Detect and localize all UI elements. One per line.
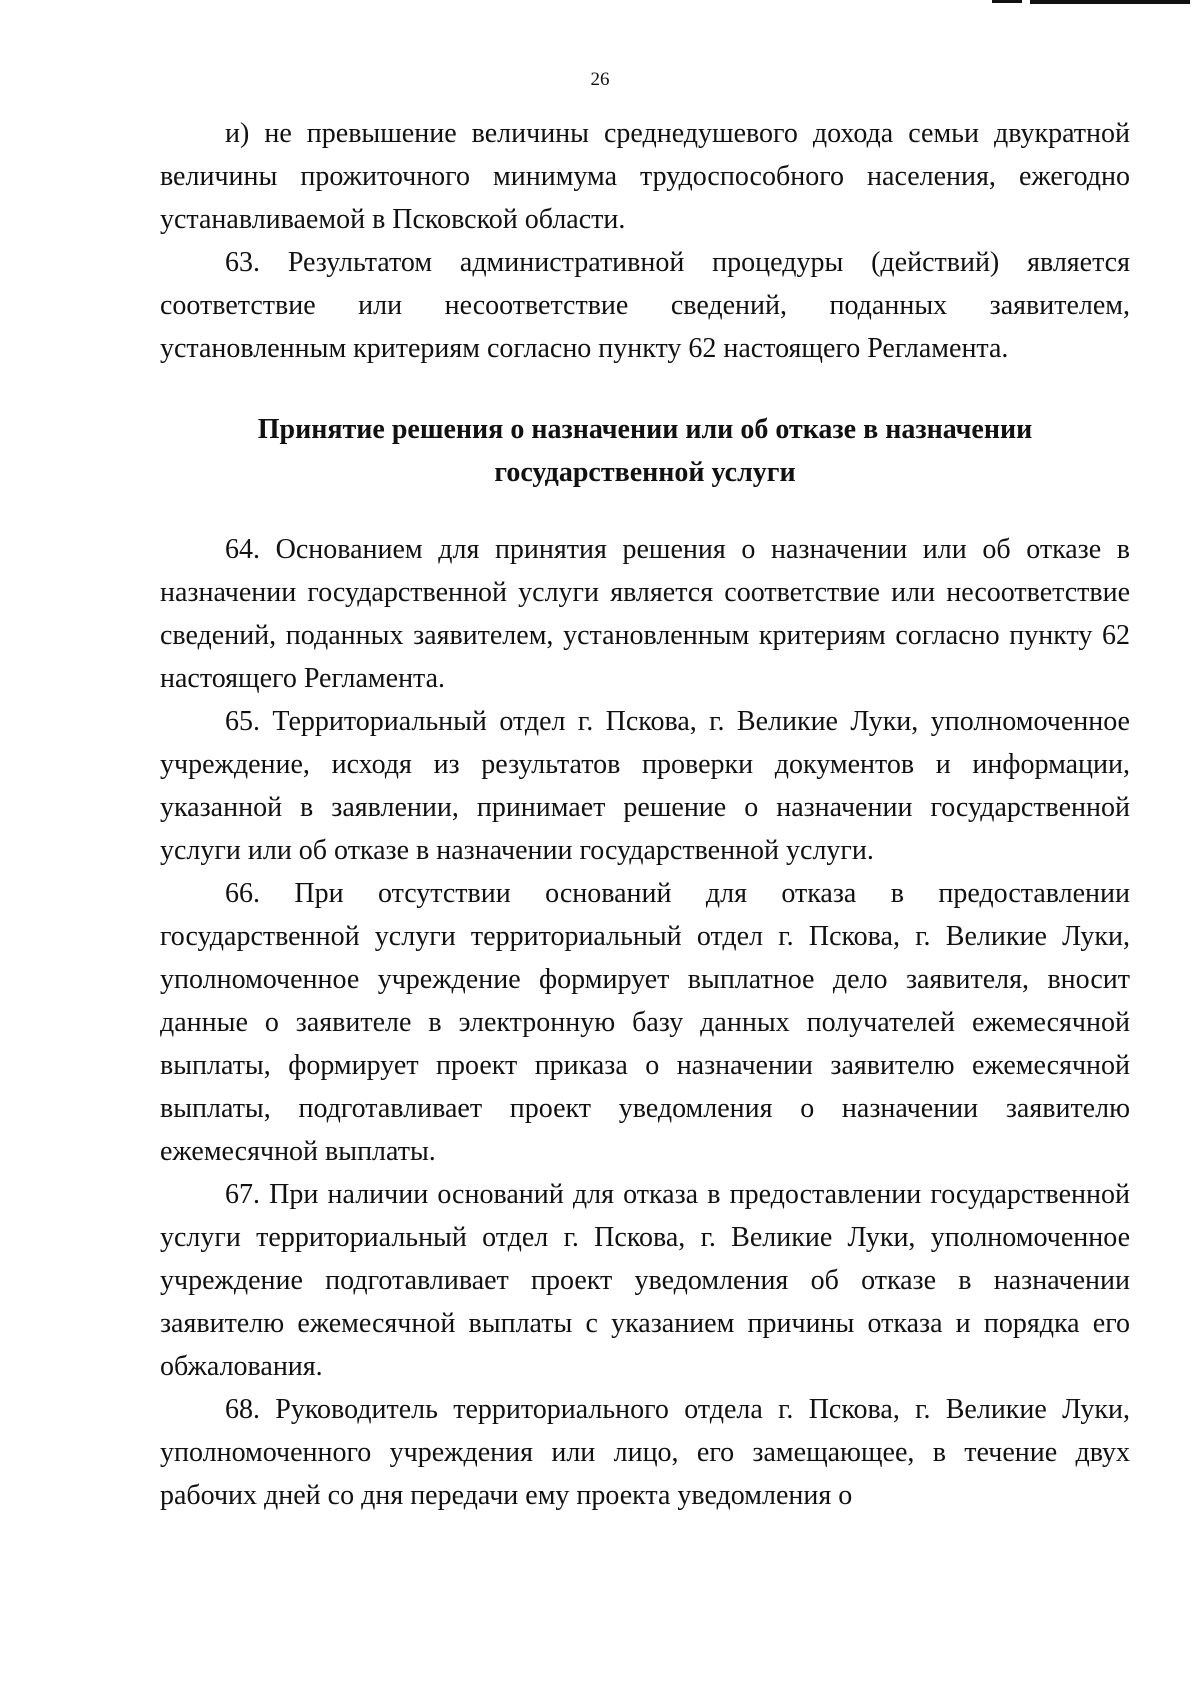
paragraph-64: 64. Основанием для принятия решения о назначении или об отказе в назначении государственной услуги является соответствие или несоответствие сведений, поданных заявителем, установленным критериям согласно пункту 62 настоящего Регламента. <box>160 534 1130 694</box>
paragraph-67: 67. При наличии оснований для отказа в предоставлении государственной услуги территориальный отдел г. Пскова, г. Великие Луки, уполномоченное учреждение подготавливает проект уведомления об отказе в назначении заявителю ежемесячной выплаты с указанием причины отказа и порядка его обжалования. <box>160 1179 1130 1382</box>
document-body <box>160 112 1130 1517</box>
paragraph-68: 68. Руководитель территориального отдела г. Пскова, г. Великие Луки, уполномоченного учреждения или лицо, его замещающее, в течение двух рабочих дней со дня передачи ему проекта уведомления о <box>160 1394 1130 1511</box>
page-number: 26 <box>590 69 610 90</box>
paragraph-66: 66. При отсутствии оснований для отказа в предоставлении государственной услуги территориальный отдел г. Пскова, г. Великие Луки, уполномоченное учреждение формирует выплатное дело заявителя, вносит данные о заявителе в электронную базу данных получателей ежемесячной выплаты, формирует проект приказа о назначении заявителю ежемесячной выплаты, подготавливает проект уведомления о назначении заявителю ежемесячной выплаты. <box>160 878 1130 1167</box>
paragraph-65: 65. Территориальный отдел г. Пскова, г. Великие Луки, уполномоченное учреждение, исходя из результатов проверки документов и информации, указанной в заявлении, принимает решение о назначении государственной услуги или об отказе в назначении государственной услуги. <box>160 706 1130 866</box>
paragraph-item-i: и) не превышение величины среднедушевого дохода семьи двукратной величины прожиточного минимума трудоспособного населения, ежегодно устанавливаемой в Псковской области. <box>160 118 1130 235</box>
scan-edge-mark <box>1030 0 1190 4</box>
paragraph-63: 63. Результатом административной процедуры (действий) является соответствие или несоответствие сведений, поданных заявителем, установленным критериям согласно пункту 62 настоящего Регламента. <box>160 247 1130 364</box>
section-heading: Принятие решения о назначении или об отказе в назначении государственной услуги <box>257 414 1033 488</box>
